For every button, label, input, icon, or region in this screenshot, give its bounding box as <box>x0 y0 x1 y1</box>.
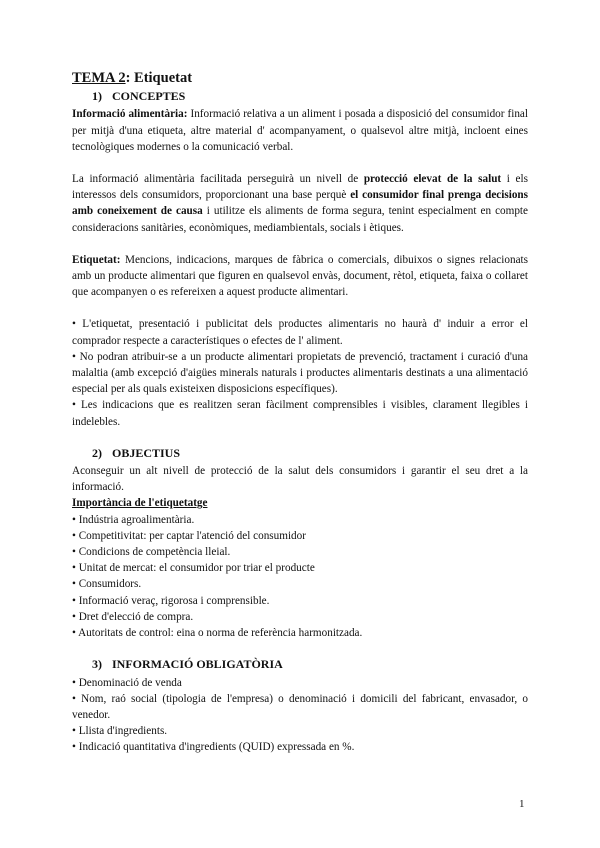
list-item: • Unitat de mercat: el consumidor por triar el producte <box>72 562 315 575</box>
subheading-text: Importància de l'etiquetatge <box>72 497 208 510</box>
term-informacio: Informació alimentària: <box>72 108 188 121</box>
definition-etiquetat: Mencions, indicacions, marques de fàbrica o comercials, dibuixos o signes relacionats amb un producte alimentari que figuren en qualsevol envàs, document, rètol, etiqueta, faixa o collaret que acompanyen o es refereixen a aquest producte alimentari. <box>72 253 528 299</box>
paragraph-etiquetat <box>72 252 528 301</box>
list-item: • Autoritats de control: eina o norma de referència harmonitzada. <box>72 627 363 640</box>
title-rest: : Etiquetat <box>125 70 193 86</box>
section-2-title: OBJECTIUS <box>112 445 181 460</box>
bold-proteccio: protecció elevat de la salut <box>363 173 502 186</box>
section-2-heading <box>92 445 528 461</box>
list-item: • Nom, raó social (tipologia de l'empresa) o denominació i domicili del fabricant, envasador, o venedor. <box>72 692 528 721</box>
list-item: • Denominació de venda <box>72 676 182 689</box>
section-1-title: CONCEPTES <box>112 89 186 104</box>
section-2-number: 2) <box>92 445 102 460</box>
paragraph-proteccio <box>72 171 528 236</box>
paragraph-informacio-alimentaria <box>72 106 528 155</box>
list-item: • Indústria agroalimentària. <box>72 513 195 526</box>
section-1-number: 1) <box>92 89 102 104</box>
text-segment: i els interessos dels consumidors, proporcionant una base perquè <box>72 173 528 202</box>
document-page <box>72 70 528 756</box>
list-item: • Competitivitat: per captar l'atenció del consumidor <box>72 529 306 542</box>
list-item: • Les indicacions que es realitzen seran fàcilment comprensibles i visibles, clarament llegibles i indelebles. <box>72 399 528 428</box>
subheading-importancia <box>72 495 528 511</box>
title-prefix: TEMA 2 <box>72 70 126 86</box>
list-item: • No podran atribuir-se a un producte alimentari propietats de prevenció, tractament i curació d'una malaltia (amb excepció d'aigües minerals naturals i productes alimentaris destinats a una alimentació especial per als quals existeixen disposicions específiques). <box>72 350 528 396</box>
section-1-heading <box>92 88 528 104</box>
term-etiquetat: Etiquetat: <box>72 253 121 266</box>
paragraph-objectius: Aconseguir un alt nivell de protecció de la salut dels consumidors i garantir el seu dret a la informació. <box>72 465 528 494</box>
page-title <box>72 70 528 86</box>
section-3-heading <box>92 656 528 672</box>
list-item: • L'etiquetat, presentació i publicitat dels productes alimentaris no haurà d' induir a error el comprador respecte a característiques o efectes de l' aliment. <box>72 318 528 347</box>
section-3-number: 3) <box>92 657 102 672</box>
list-item: • Consumidors. <box>72 578 142 591</box>
list-item: • Llista d'ingredients. <box>72 725 168 738</box>
text-segment: La informació alimentària facilitada perseguirà un nivell de <box>72 173 364 186</box>
bold-consumidor: el consumidor final prenga decisions amb coneixement de causa <box>72 189 528 218</box>
text-segment: i utilitze els aliments de forma segura, tenint especialment en compte consideracions sanitàries, econòmiques, mediambientals, socials i ètiques. <box>72 205 528 234</box>
page-number: 1 <box>519 798 525 810</box>
list-item: • Indicació quantitativa d'ingredients (QUID) expressada en %. <box>72 741 355 754</box>
list-item: • Condicions de competència lleial. <box>72 546 231 559</box>
section-3-title: INFORMACIÓ OBLIGATÒRIA <box>112 657 283 672</box>
list-item: • Dret d'elecció de compra. <box>72 610 194 623</box>
list-item: • Informació veraç, rigorosa i comprensible. <box>72 594 270 607</box>
definition-informacio: Informació relativa a un aliment i posada a disposició del consumidor final per mitjà d'una etiqueta, altre material d' acompanyament, o qualsevol altre mitjà, incloent eines tecnològiques modernes o la comunicació verbal. <box>72 108 528 153</box>
